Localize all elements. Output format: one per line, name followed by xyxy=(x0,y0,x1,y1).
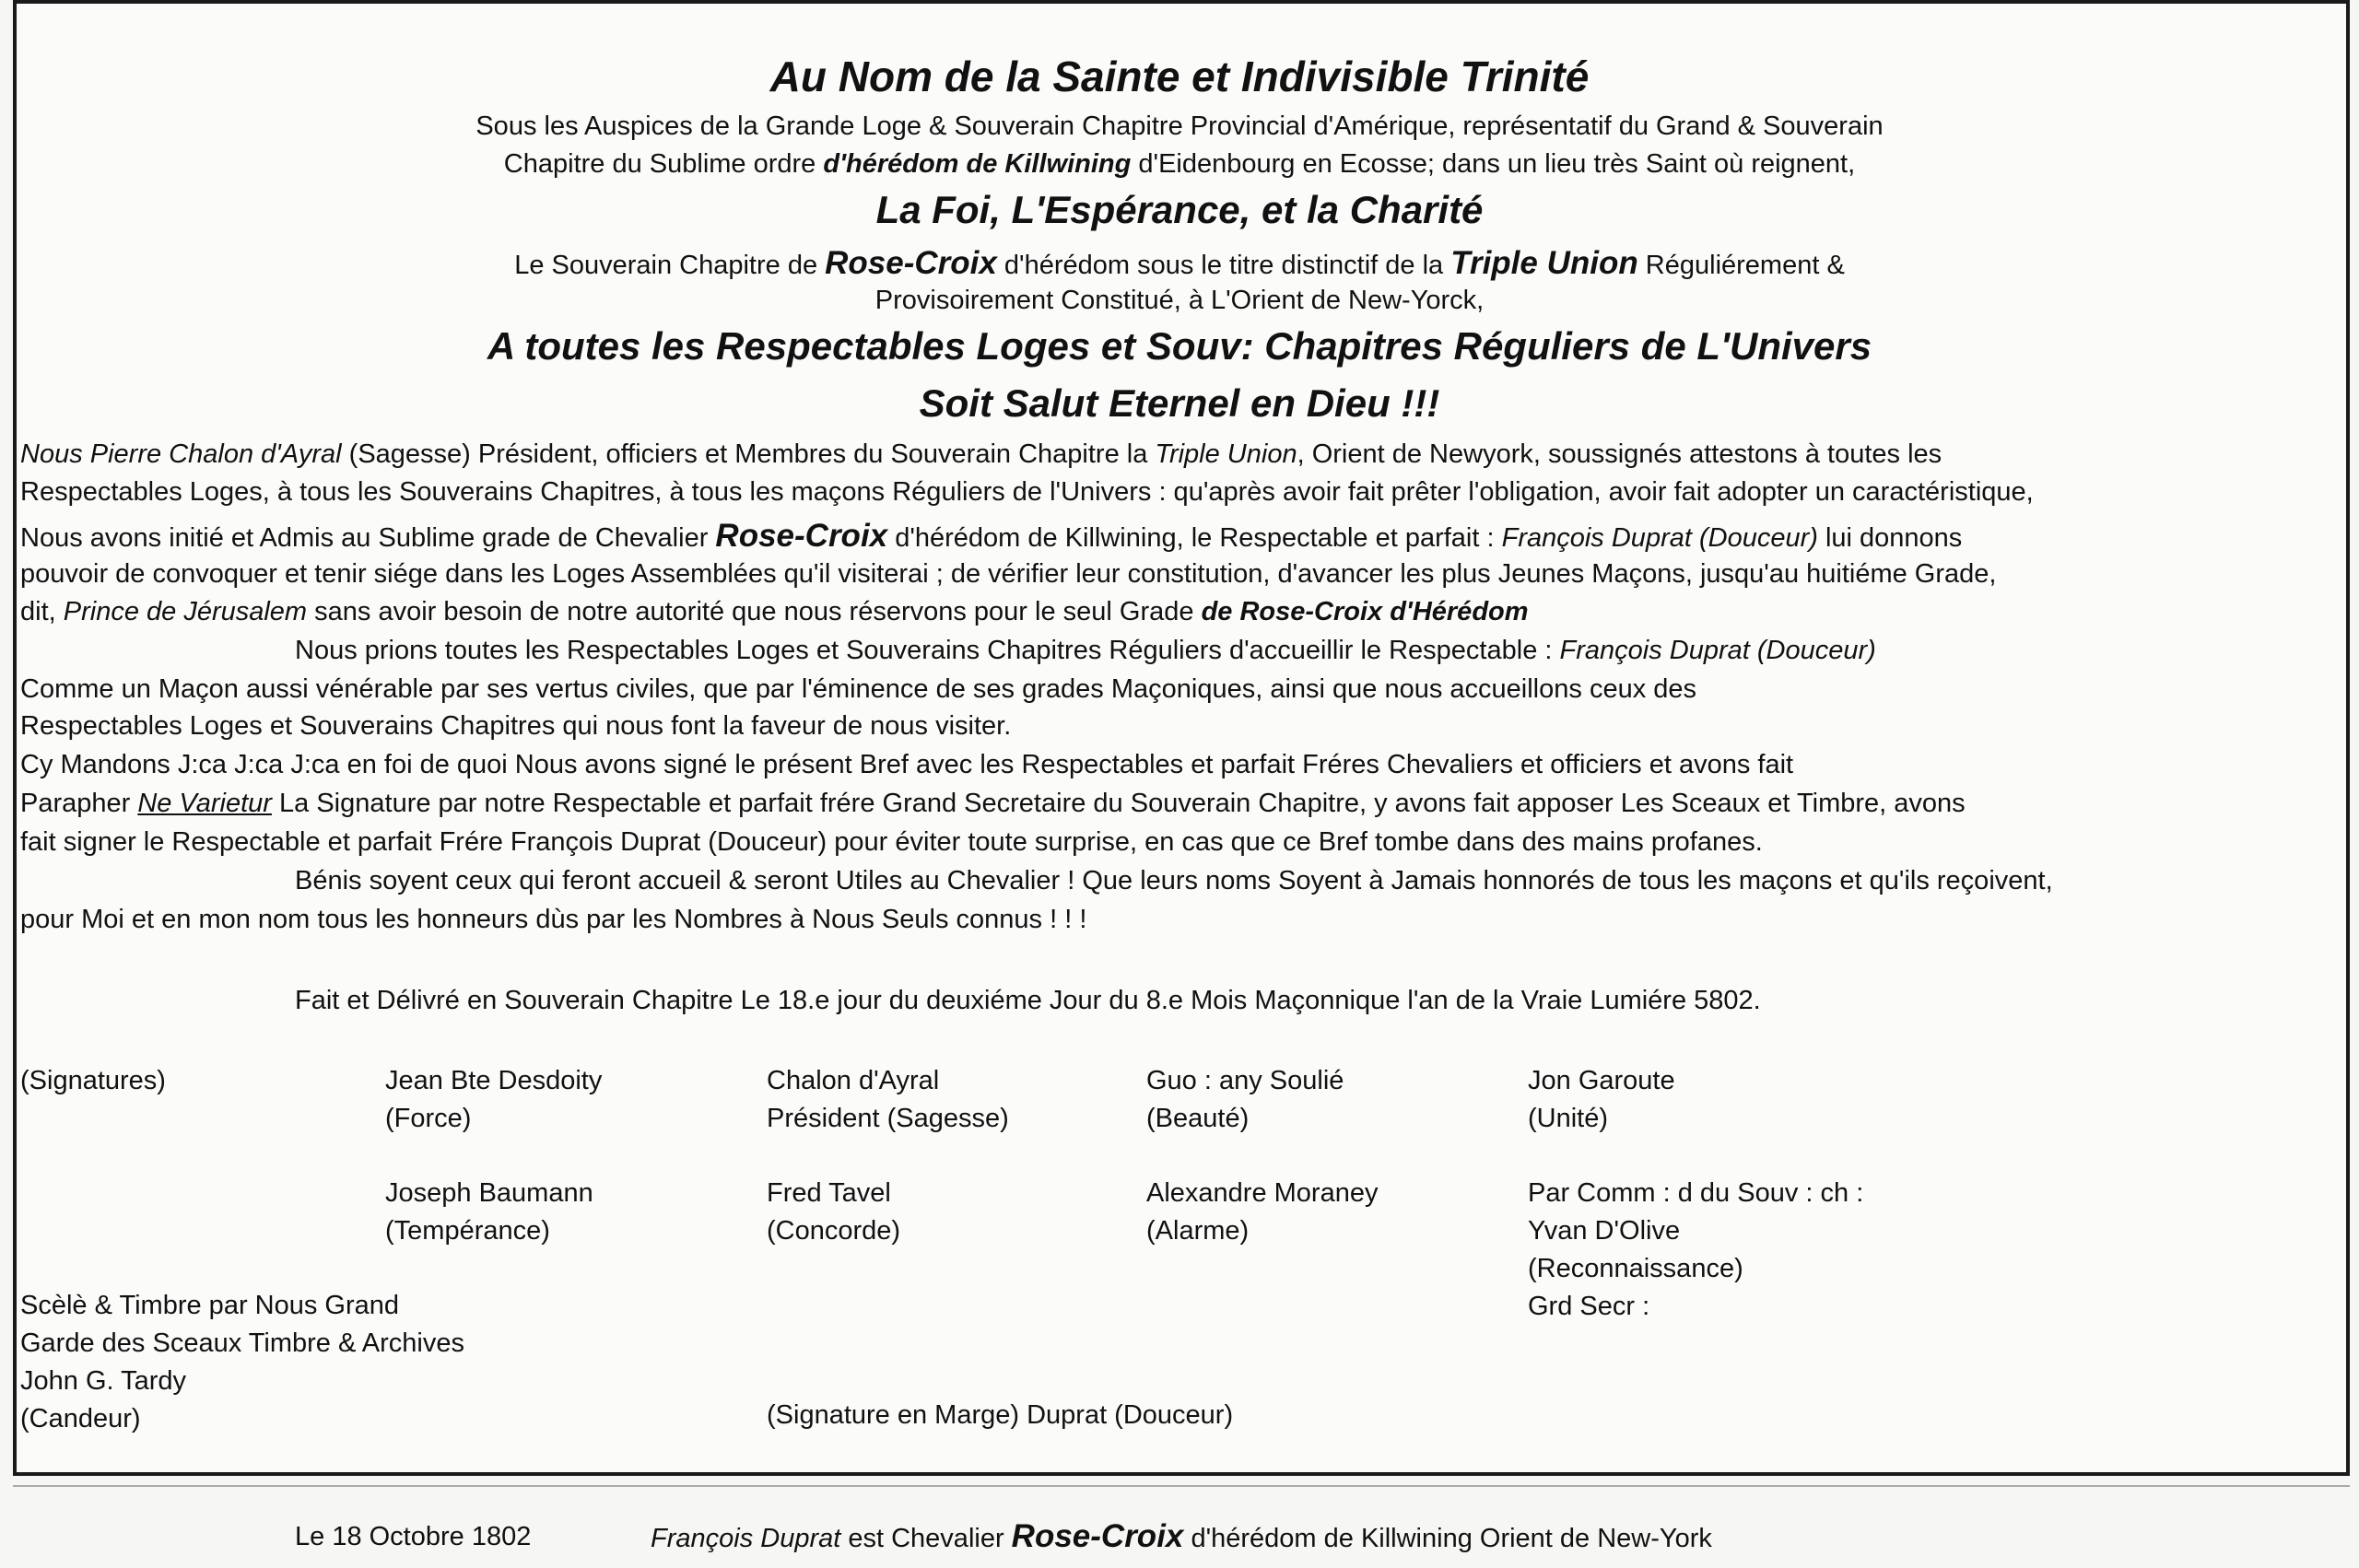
footer-date: Le 18 Octobre 1802 xyxy=(295,1522,532,1551)
signature-block: Fred Tavel (Concorde) xyxy=(767,1178,901,1246)
auspices-line-1: Sous les Auspices de la Grande Loge & Souverain Chapitre Provincial d'Amérique, représentatif du Grand & Souverain xyxy=(475,111,1884,141)
body-line: Nous avons initié et Admis au Sublime grade de Chevalier Rose-Croix d'hérédom de Killwining, le Respectable et parfait : François Duprat (Douceur) lui donnons xyxy=(20,518,1963,554)
address-heading: A toutes les Respectables Loges et Souv: Chapitres Réguliers de L'Univers xyxy=(487,324,1872,368)
signature-block: Jon Garoute (Unité) xyxy=(1528,1066,1675,1133)
divider xyxy=(13,1485,2350,1487)
body-line: dit, Prince de Jérusalem sans avoir besoin de notre autorité que nous réservons pour le seul Grade de Rose-Croix d'Hérédom xyxy=(20,597,1529,626)
delivery-statement: Fait et Délivré en Souverain Chapitre Le 18.e jour du deuxiéme Jour du 8.e Mois Maçonnique l'an de la Vraie Lumiére 5802. xyxy=(295,986,1761,1015)
signatures-label: (Signatures) xyxy=(20,1066,166,1095)
body-line: Respectables Loges et Souverains Chapitres qui nous font la faveur de nous visiter. xyxy=(20,711,1012,741)
margin-signature: (Signature en Marge) Duprat (Douceur) xyxy=(767,1400,1234,1430)
body-line: fait signer le Respectable et parfait Frére François Duprat (Douceur) pour éviter toute surprise, en cas que ce Bref tombe dans des mains profanes. xyxy=(20,827,1763,857)
body-line: pouvoir de convoquer et tenir siége dans les Loges Assemblées qu'il visiterai ; de vérifier leur constitution, d'avancer les plus Jeunes Maçons, jusqu'au huitiéme Grade, xyxy=(20,559,1997,589)
body-line: Comme un Maçon aussi vénérable par ses vertus civiles, que par l'éminence de ses grades Maçoniques, ainsi que nous accueillons ceux des xyxy=(20,674,1697,704)
body-line: Parapher Ne Varietur La Signature par notre Respectable et parfait frére Grand Secretaire du Souverain Chapitre, y avons fait apposer Les Sceaux et Timbre, avons xyxy=(20,789,1966,818)
signature-block: Joseph Baumann (Tempérance) xyxy=(385,1178,593,1246)
signature-block: Chalon d'Ayral Président (Sagesse) xyxy=(767,1066,1009,1133)
seal-keeper-block: Scèlè & Timbre par Nous Grand Garde des Sceaux Timbre & Archives John G. Tardy (Candeur) xyxy=(20,1291,464,1433)
signature-block: Guo : any Soulié (Beauté) xyxy=(1146,1066,1344,1133)
document-title: Au Nom de la Sainte et Indivisible Trinité xyxy=(769,53,1590,100)
signature-block: Jean Bte Desdoity (Force) xyxy=(385,1066,603,1133)
footer-statement: François Duprat est Chevalier Rose-Croix d'hérédom de Killwining Orient de New-York xyxy=(651,1518,1712,1554)
virtues-heading: La Foi, L'Espérance, et la Charité xyxy=(875,188,1484,231)
chapter-line-1: Le Souverain Chapitre de Rose-Croix d'hérédom sous le titre distinctif de la Triple Union Réguliérement & xyxy=(514,245,1845,281)
body-line: Nous prions toutes les Respectables Loges et Souverains Chapitres Réguliers d'accueillir le Respectable : François Duprat (Douceur) xyxy=(295,636,1876,665)
body-line: pour Moi et en mon nom tous les honneurs dùs par les Nombres à Nous Seuls connus ! ! ! xyxy=(20,905,1087,934)
body-line: Bénis soyent ceux qui feront accueil & seront Utiles au Chevalier ! Que leurs noms Soyent à Jamais honnorés de tous les maçons et qu'ils reçoivent, xyxy=(295,866,2053,895)
signature-block: Alexandre Moraney (Alarme) xyxy=(1146,1178,1379,1246)
body-line: Respectables Loges, à tous les Souverains Chapitres, à tous les maçons Réguliers de l'Univers : qu'après avoir fait prêter l'obligation, avoir fait adopter un caractéristique, xyxy=(20,477,2034,507)
chapter-line-2: Provisoirement Constitué, à L'Orient de New-Yorck, xyxy=(874,286,1485,315)
secretary-signature-block: Par Comm : d du Souv : ch : Yvan D'Olive (Reconnaissance) Grd Secr : xyxy=(1528,1178,1864,1321)
salutation-heading: Soit Salut Eternel en Dieu !!! xyxy=(919,381,1440,425)
body-line: Nous Pierre Chalon d'Ayral (Sagesse) Président, officiers et Membres du Souverain Chapitre la Triple Union, Orient de Newyork, soussignés attestons à toutes les xyxy=(20,439,1942,469)
auspices-line-2: Chapitre du Sublime ordre d'hérédom de Killwining d'Eidenbourg en Ecosse; dans un lieu très Saint où reignent, xyxy=(503,149,1856,179)
body-line: Cy Mandons J:ca J:ca J:ca en foi de quoi Nous avons signé le présent Bref avec les Respectables et parfait Fréres Chevaliers et officiers et avons fait xyxy=(20,750,1794,779)
